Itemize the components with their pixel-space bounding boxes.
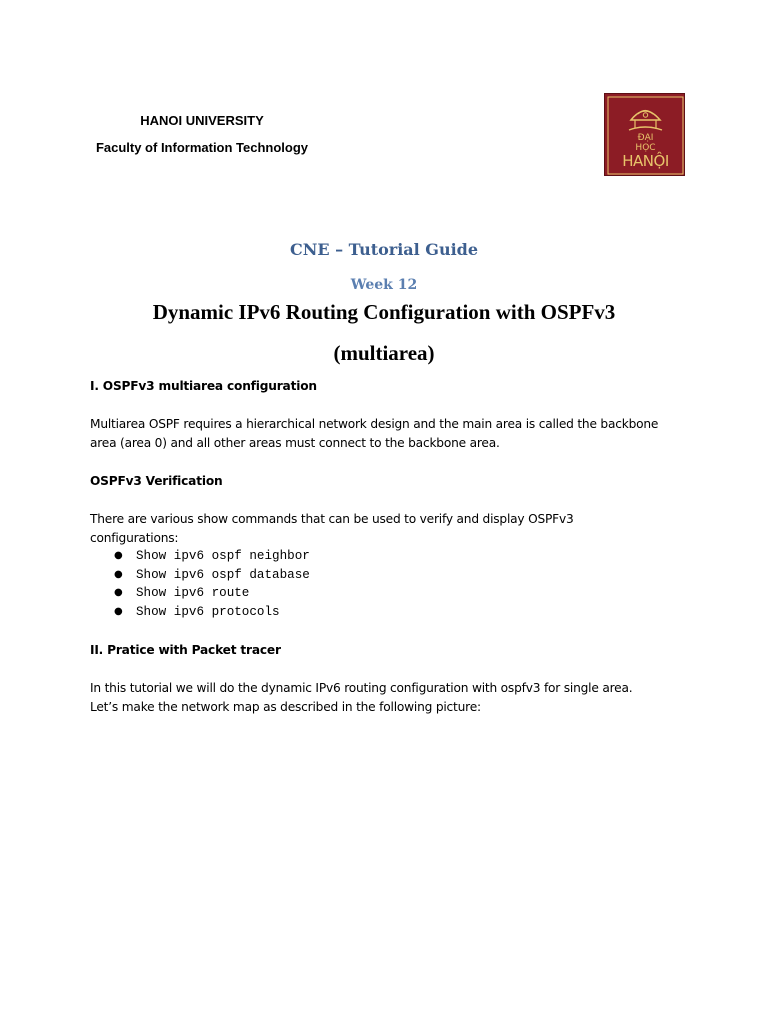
section-2-paragraph-line2: Let’s make the network map as described in the following picture:	[90, 700, 481, 714]
bullet-icon: ●	[114, 550, 123, 561]
command-text: Show ipv6 ospf database	[136, 567, 310, 582]
section-1-heading: I. OSPFv3 multiarea configuration	[90, 379, 317, 393]
logo-text-line1: ĐẠI	[637, 133, 654, 143]
verification-paragraph-line2: configurations:	[90, 531, 179, 545]
verification-paragraph-line1: There are various show commands that can be used to verify and display OSPFv3	[90, 512, 574, 526]
command-text: Show ipv6 protocols	[136, 604, 280, 619]
verification-heading: OSPFv3 Verification	[90, 474, 223, 488]
university-name: HANOI UNIVERSITY	[140, 113, 264, 128]
list-item	[90, 603, 310, 622]
faculty-name: Faculty of Information Technology	[95, 140, 309, 155]
bullet-icon: ●	[114, 605, 123, 617]
bullet-icon: ●	[114, 568, 123, 580]
bullet-icon: ●	[114, 587, 123, 599]
list-item	[90, 547, 310, 566]
section-2-paragraph-line1: In this tutorial we will do the dynamic IPv6 routing configuration with ospfv3 for single area.	[90, 681, 633, 695]
page-title: Dynamic IPv6 Routing Configuration with OSPFv3	[152, 300, 616, 324]
list-item	[90, 566, 310, 585]
logo-text-line2: HỌC	[635, 143, 656, 153]
course-title: CNE – Tutorial Guide	[289, 240, 479, 259]
page-title-line2: (multiarea)	[333, 341, 435, 365]
list-item	[90, 584, 310, 603]
command-text: Show ipv6 route	[136, 586, 250, 601]
logo-text-line3: HANỘI	[622, 152, 669, 170]
week-label: Week 12	[350, 277, 418, 293]
command-list	[90, 547, 310, 621]
section-2-heading: II. Pratice with Packet tracer	[90, 643, 281, 657]
section-1-paragraph-line2: area (area 0) and all other areas must connect to the backbone area.	[90, 436, 500, 450]
section-1-paragraph-line1: Multiarea OSPF requires a hierarchical network design and the main area is called the backbone	[90, 417, 659, 431]
university-logo	[604, 93, 685, 176]
command-text: Show ipv6 ospf neighbor	[136, 549, 310, 563]
